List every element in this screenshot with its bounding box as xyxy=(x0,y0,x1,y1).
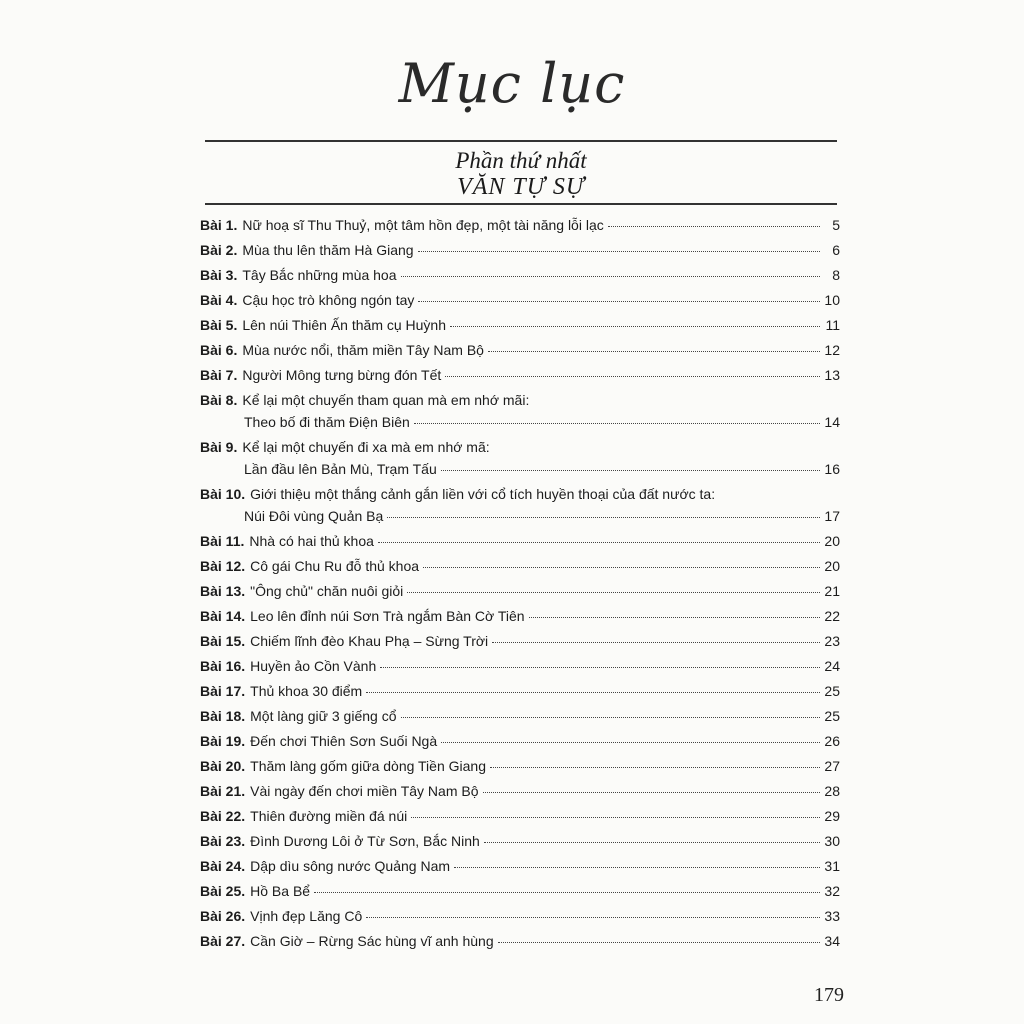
lesson-title: Chiếm lĩnh đèo Khau Phạ – Sừng Trời xyxy=(250,633,489,649)
lesson-title: Nhà có hai thủ khoa xyxy=(249,533,374,549)
entry-page-number: 28 xyxy=(824,783,840,799)
toc-entry xyxy=(200,436,840,483)
toc-entry xyxy=(200,855,840,880)
dot-leader xyxy=(608,225,820,227)
dot-leader xyxy=(401,716,821,718)
lesson-title: Vài ngày đến chơi miền Tây Nam Bộ xyxy=(250,783,479,799)
toc-entry xyxy=(200,530,840,555)
lesson-number: Bài 4. xyxy=(200,292,238,308)
toc-entry xyxy=(200,830,840,855)
lesson-number: Bài 23. xyxy=(200,833,246,849)
dot-leader xyxy=(407,591,820,593)
lesson-title: Huyền ảo Cồn Vành xyxy=(250,658,377,674)
entry-page-number: 5 xyxy=(832,217,840,233)
table-of-contents xyxy=(200,214,840,955)
lesson-title: Thiên đường miền đá núi xyxy=(250,808,408,824)
lesson-title: Đến chơi Thiên Sơn Suối Ngà xyxy=(250,733,438,749)
lesson-number: Bài 24. xyxy=(200,858,246,874)
lesson-number: Bài 20. xyxy=(200,758,246,774)
lesson-title: Thủ khoa 30 điểm xyxy=(250,683,363,699)
lesson-title: Hồ Ba Bể xyxy=(250,883,311,899)
lesson-number: Bài 14. xyxy=(200,608,246,624)
lesson-number: Bài 27. xyxy=(200,933,246,949)
toc-entry xyxy=(200,264,840,289)
entry-page-number: 30 xyxy=(824,833,840,849)
entry-page-number: 24 xyxy=(824,658,840,674)
entry-page-number: 11 xyxy=(825,317,840,333)
lesson-title: Kể lại một chuyến đi xa mà em nhớ mã: xyxy=(242,439,490,455)
dot-leader xyxy=(484,841,820,843)
dot-leader xyxy=(441,469,820,471)
entry-page-number: 23 xyxy=(824,633,840,649)
lesson-number: Bài 22. xyxy=(200,808,246,824)
lesson-number: Bài 1. xyxy=(200,217,238,233)
lesson-title: Người Mông tưng bừng đón Tết xyxy=(242,367,442,383)
toc-entry xyxy=(200,339,840,364)
lesson-title: Cần Giờ – Rừng Sác hùng vĩ anh hùng xyxy=(250,933,494,949)
toc-entry xyxy=(200,705,840,730)
lesson-number: Bài 21. xyxy=(200,783,246,799)
dot-leader xyxy=(380,666,820,668)
dot-leader xyxy=(483,791,820,793)
entry-page-number: 33 xyxy=(824,908,840,924)
lesson-title: Mùa thu lên thăm Hà Giang xyxy=(242,242,414,258)
dot-leader xyxy=(423,566,820,568)
toc-entry xyxy=(200,930,840,955)
lesson-title: Một làng giữ 3 giếng cổ xyxy=(250,708,397,724)
toc-entry xyxy=(200,730,840,755)
lesson-number: Bài 11. xyxy=(200,533,245,549)
toc-entry xyxy=(200,630,840,655)
entry-page-number: 8 xyxy=(832,267,840,283)
dot-leader xyxy=(414,422,820,424)
entry-page-number: 26 xyxy=(824,733,840,749)
lesson-title: Lên núi Thiên Ấn thăm cụ Huỳnh xyxy=(242,317,447,333)
dot-leader xyxy=(378,541,820,543)
entry-page-number: 16 xyxy=(824,461,840,477)
dot-leader xyxy=(366,691,820,693)
lesson-number: Bài 15. xyxy=(200,633,246,649)
lesson-title: Kể lại một chuyến tham quan mà em nhớ mãi: xyxy=(242,392,530,408)
toc-entry xyxy=(200,289,840,314)
toc-entry xyxy=(200,214,840,239)
part-subtitle: Phần thứ nhất xyxy=(455,148,587,173)
toc-entry xyxy=(200,555,840,580)
dot-leader xyxy=(490,766,820,768)
lesson-number: Bài 19. xyxy=(200,733,246,749)
lesson-number: Bài 5. xyxy=(200,317,238,333)
lesson-number: Bài 18. xyxy=(200,708,246,724)
toc-entry xyxy=(200,389,840,436)
lesson-number: Bài 26. xyxy=(200,908,246,924)
dot-leader xyxy=(445,375,820,377)
lesson-number: Bài 9. xyxy=(200,439,238,455)
toc-entry xyxy=(200,680,840,705)
top-divider xyxy=(205,140,837,142)
entry-page-number: 14 xyxy=(824,414,840,430)
lesson-number: Bài 7. xyxy=(200,367,238,383)
dot-leader xyxy=(401,275,821,277)
lesson-number: Bài 17. xyxy=(200,683,246,699)
entry-page-number: 29 xyxy=(824,808,840,824)
lesson-title: Nữ hoạ sĩ Thu Thuỷ, một tâm hồn đẹp, một tài năng lỗi lạc xyxy=(242,217,604,233)
toc-entry xyxy=(200,580,840,605)
toc-entry xyxy=(200,483,840,530)
toc-entry xyxy=(200,655,840,680)
lesson-title: "Ông chủ" chăn nuôi giỏi xyxy=(250,583,404,599)
dot-leader xyxy=(454,866,820,868)
lesson-title: Giới thiệu một thắng cảnh gắn liền với cổ tích huyền thoại của đất nước ta: xyxy=(250,486,716,502)
entry-page-number: 6 xyxy=(832,242,840,258)
lesson-title: Mùa nước nổi, thăm miền Tây Nam Bộ xyxy=(242,342,484,358)
entry-page-number: 20 xyxy=(824,533,840,549)
lesson-title: Núi Đôi vùng Quản Bạ xyxy=(244,508,384,524)
toc-entry xyxy=(200,780,840,805)
bottom-divider xyxy=(205,203,837,205)
entry-page-number: 12 xyxy=(824,342,840,358)
dot-leader xyxy=(498,941,820,943)
dot-leader xyxy=(314,891,820,893)
lesson-number: Bài 8. xyxy=(200,392,238,408)
lesson-number: Bài 6. xyxy=(200,342,238,358)
dot-leader xyxy=(418,250,820,252)
entry-page-number: 27 xyxy=(824,758,840,774)
lesson-number: Bài 13. xyxy=(200,583,246,599)
entry-page-number: 31 xyxy=(824,858,840,874)
entry-page-number: 13 xyxy=(824,367,840,383)
dot-leader xyxy=(529,616,820,618)
dot-leader xyxy=(366,916,820,918)
toc-entry xyxy=(200,364,840,389)
entry-page-number: 25 xyxy=(824,683,840,699)
lesson-number: Bài 2. xyxy=(200,242,238,258)
dot-leader xyxy=(418,300,820,302)
entry-page-number: 32 xyxy=(824,883,840,899)
dot-leader xyxy=(411,816,820,818)
part-title: VĂN TỰ SỰ xyxy=(457,174,585,200)
lesson-title: Vịnh đẹp Lăng Cô xyxy=(250,908,363,924)
lesson-title: Thăm làng gốm giữa dòng Tiền Giang xyxy=(250,758,486,774)
toc-entry xyxy=(200,755,840,780)
entry-page-number: 25 xyxy=(824,708,840,724)
lesson-title: Tây Bắc những mùa hoa xyxy=(242,267,397,283)
toc-entry xyxy=(200,905,840,930)
lesson-title: Đình Dương Lôi ở Từ Sơn, Bắc Ninh xyxy=(250,833,480,849)
toc-entry xyxy=(200,880,840,905)
lesson-number: Bài 16. xyxy=(200,658,246,674)
dot-leader xyxy=(450,325,820,327)
lesson-title: Lần đầu lên Bản Mù, Trạm Tấu xyxy=(244,461,437,477)
entry-page-number: 10 xyxy=(824,292,840,308)
dot-leader xyxy=(488,350,820,352)
entry-page-number: 17 xyxy=(824,508,840,524)
lesson-number: Bài 10. xyxy=(200,486,246,502)
lesson-number: Bài 12. xyxy=(200,558,246,574)
toc-entry xyxy=(200,605,840,630)
lesson-title: Dập dìu sông nước Quảng Nam xyxy=(250,858,451,874)
lesson-title: Cô gái Chu Ru đỗ thủ khoa xyxy=(250,558,420,574)
entry-page-number: 20 xyxy=(824,558,840,574)
lesson-number: Bài 25. xyxy=(200,883,246,899)
entry-page-number: 21 xyxy=(824,583,840,599)
dot-leader xyxy=(387,516,820,518)
page-number: 179 xyxy=(814,984,844,1006)
page-title: Mục lục xyxy=(398,52,626,115)
lesson-title: Theo bố đi thăm Điện Biên xyxy=(244,414,410,430)
entry-page-number: 34 xyxy=(824,933,840,949)
toc-entry xyxy=(200,805,840,830)
lesson-title: Cậu học trò không ngón tay xyxy=(242,292,415,308)
dot-leader xyxy=(441,741,820,743)
toc-entry xyxy=(200,314,840,339)
toc-entry xyxy=(200,239,840,264)
lesson-number: Bài 3. xyxy=(200,267,238,283)
lesson-title: Leo lên đỉnh núi Sơn Trà ngắm Bàn Cờ Tiên xyxy=(250,608,525,624)
entry-page-number: 22 xyxy=(824,608,840,624)
dot-leader xyxy=(492,641,820,643)
